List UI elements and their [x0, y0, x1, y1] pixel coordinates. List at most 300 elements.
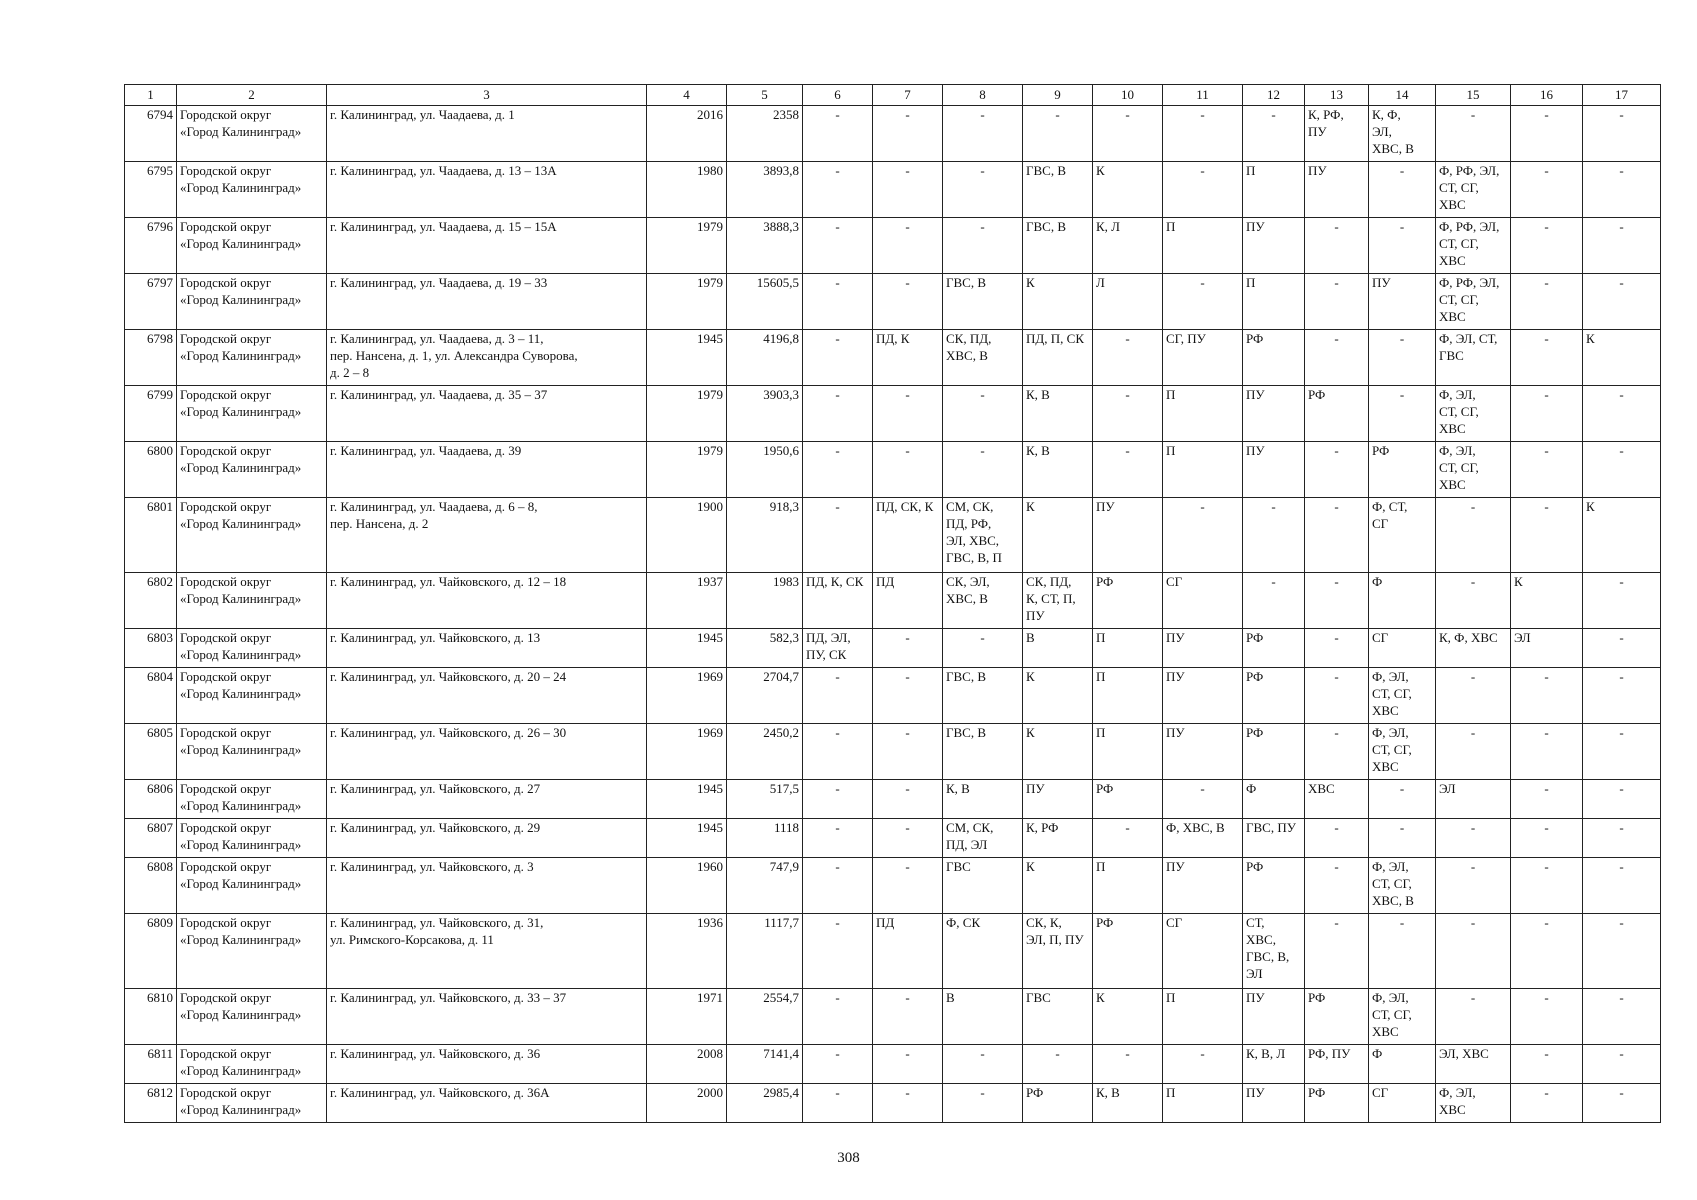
table-cell: - [803, 668, 873, 724]
table-cell: г. Калининград, ул. Чайковского, д. 33 – 37 [327, 989, 647, 1045]
table-cell: - [1511, 330, 1583, 386]
table-cell: Ф, ЭЛ, СТ, СГ, ХВС, В [1369, 858, 1436, 914]
table-cell: - [1305, 274, 1369, 330]
table-cell: РФ [1305, 1084, 1369, 1123]
table-cell: К, Ф, ЭЛ, ХВС, В [1369, 106, 1436, 162]
table-cell: 1945 [647, 330, 727, 386]
table-cell: - [1511, 106, 1583, 162]
table-cell: Ф, РФ, ЭЛ, СТ, СГ, ХВС [1436, 218, 1511, 274]
table-cell: - [873, 1045, 943, 1084]
column-header: 10 [1093, 85, 1163, 106]
table-cell: П [1093, 668, 1163, 724]
table-cell: - [1511, 780, 1583, 819]
table-cell: ГВС, В [1023, 218, 1093, 274]
table-cell: 6800 [125, 442, 177, 498]
table-cell: ПУ [1163, 629, 1243, 668]
table-cell: Городской округ «Город Калининград» [177, 330, 327, 386]
table-cell: - [1436, 914, 1511, 989]
table-cell: г. Калининград, ул. Чаадаева, д. 19 – 33 [327, 274, 647, 330]
table-cell: СК, К, ЭЛ, П, ПУ [1023, 914, 1093, 989]
table-cell: Городской округ «Город Калининград» [177, 780, 327, 819]
table-cell: 1118 [727, 819, 803, 858]
table-cell: г. Калининград, ул. Чайковского, д. 27 [327, 780, 647, 819]
table-row [125, 1045, 1661, 1084]
table-cell: г. Калининград, ул. Чаадаева, д. 13 – 13А [327, 162, 647, 218]
table-cell: 2554,7 [727, 989, 803, 1045]
table-cell: - [1243, 573, 1305, 629]
table-cell: - [1583, 218, 1661, 274]
table-cell: ПУ [1093, 498, 1163, 573]
table-cell: 6810 [125, 989, 177, 1045]
table-cell: СК, ПД, К, СТ, П, ПУ [1023, 573, 1093, 629]
table-cell: П [1163, 989, 1243, 1045]
table-cell: - [1511, 386, 1583, 442]
table-cell: 3888,3 [727, 218, 803, 274]
table-cell: ЭЛ [1511, 629, 1583, 668]
column-header: 15 [1436, 85, 1511, 106]
table-cell: 6799 [125, 386, 177, 442]
column-header: 16 [1511, 85, 1583, 106]
table-cell: РФ [1243, 668, 1305, 724]
table-cell: ГВС [1023, 989, 1093, 1045]
table-cell: ХВС [1305, 780, 1369, 819]
table-cell: 1969 [647, 724, 727, 780]
column-header: 3 [327, 85, 647, 106]
table-cell: РФ [1023, 1084, 1093, 1123]
table-cell: К, РФ, ПУ [1305, 106, 1369, 162]
table-cell: Ф, ЭЛ, СТ, СГ, ХВС [1436, 386, 1511, 442]
table-cell: 2358 [727, 106, 803, 162]
table-cell: СК, ПД, ХВС, В [943, 330, 1023, 386]
table-cell: ПД, СК, К [873, 498, 943, 573]
table-cell: - [1305, 819, 1369, 858]
table-cell: - [1583, 573, 1661, 629]
table-cell: Ф [1369, 1045, 1436, 1084]
table-cell: г. Калининград, ул. Чаадаева, д. 35 – 37 [327, 386, 647, 442]
table-cell: 1937 [647, 573, 727, 629]
table-cell: 517,5 [727, 780, 803, 819]
table-cell: - [1093, 442, 1163, 498]
table-cell: СГ [1369, 629, 1436, 668]
table-cell: П [1163, 1084, 1243, 1123]
table-cell: - [1511, 858, 1583, 914]
table-cell: РФ [1369, 442, 1436, 498]
table-cell: г. Калининград, ул. Чайковского, д. 36 [327, 1045, 647, 1084]
table-cell: ПУ [1243, 989, 1305, 1045]
table-cell: - [1511, 989, 1583, 1045]
table-cell: 6806 [125, 780, 177, 819]
table-cell: 6808 [125, 858, 177, 914]
table-cell: - [803, 1045, 873, 1084]
column-header: 1 [125, 85, 177, 106]
table-cell: Городской округ «Город Калининград» [177, 162, 327, 218]
table-cell: 6798 [125, 330, 177, 386]
table-cell: - [943, 629, 1023, 668]
table-cell: - [1583, 629, 1661, 668]
table-row [125, 1084, 1661, 1123]
table-cell: - [873, 106, 943, 162]
table-cell: - [1583, 819, 1661, 858]
table-cell: Ф, ЭЛ, СТ, СГ, ХВС [1369, 668, 1436, 724]
table-cell: 6801 [125, 498, 177, 573]
table-cell: 747,9 [727, 858, 803, 914]
table-cell: - [1511, 819, 1583, 858]
table-cell: Городской округ «Город Калининград» [177, 724, 327, 780]
table-cell: 6794 [125, 106, 177, 162]
table-cell: Ф, СК [943, 914, 1023, 989]
table-cell: г. Калининград, ул. Чаадаева, д. 1 [327, 106, 647, 162]
table-cell: Ф, ЭЛ, СТ, СГ, ХВС [1436, 442, 1511, 498]
table-cell: 2704,7 [727, 668, 803, 724]
table-cell: - [1583, 858, 1661, 914]
table-cell: - [1583, 780, 1661, 819]
table-cell: - [1305, 498, 1369, 573]
table-cell: - [873, 274, 943, 330]
table-cell: Городской округ «Город Калининград» [177, 629, 327, 668]
table-cell: - [1583, 274, 1661, 330]
table-cell: П [1243, 274, 1305, 330]
table-cell: СМ, СК, ПД, ЭЛ [943, 819, 1023, 858]
table-cell: - [1436, 668, 1511, 724]
table-cell: ГВС, В [943, 668, 1023, 724]
table-cell: ПУ [1305, 162, 1369, 218]
table-cell: СГ [1369, 1084, 1436, 1123]
table-cell: - [1023, 1045, 1093, 1084]
table-cell: К, В [1023, 442, 1093, 498]
table-cell: К, В [943, 780, 1023, 819]
table-cell: РФ [1093, 573, 1163, 629]
table-cell: 1950,6 [727, 442, 803, 498]
table-cell: К [1093, 162, 1163, 218]
table-cell: - [1163, 780, 1243, 819]
table-row [125, 573, 1661, 629]
table-row [125, 330, 1661, 386]
table-cell: 1945 [647, 819, 727, 858]
table-cell: - [1583, 1045, 1661, 1084]
table-cell: П [1093, 724, 1163, 780]
column-header: 14 [1369, 85, 1436, 106]
table-cell: РФ [1243, 330, 1305, 386]
table-cell: - [1511, 668, 1583, 724]
table-cell: г. Калининград, ул. Чайковского, д. 26 – 30 [327, 724, 647, 780]
table-cell: ПД, П, СК [1023, 330, 1093, 386]
table-cell: - [803, 1084, 873, 1123]
table-cell: - [1305, 858, 1369, 914]
table-cell: Ф, ЭЛ, СТ, СГ, ХВС [1369, 724, 1436, 780]
table-cell: 7141,4 [727, 1045, 803, 1084]
table-cell: РФ [1243, 858, 1305, 914]
table-cell: - [1305, 724, 1369, 780]
table-cell: К [1583, 498, 1661, 573]
table-cell: - [1163, 274, 1243, 330]
table-cell: РФ [1305, 989, 1369, 1045]
table-cell: Ф, ЭЛ, СТ, СГ, ХВС [1369, 989, 1436, 1045]
table-cell: ПУ [1243, 386, 1305, 442]
table-cell: В [943, 989, 1023, 1045]
table-cell: - [1583, 668, 1661, 724]
table-cell: РФ [1093, 780, 1163, 819]
table-cell: П [1243, 162, 1305, 218]
table-cell: - [803, 386, 873, 442]
table-cell: - [1163, 106, 1243, 162]
table-cell: Городской округ «Город Калининград» [177, 218, 327, 274]
table-cell: 3903,3 [727, 386, 803, 442]
table-cell: Городской округ «Город Калининград» [177, 106, 327, 162]
table-cell: - [1583, 724, 1661, 780]
table-row [125, 914, 1661, 989]
table-cell: - [1369, 819, 1436, 858]
table-row [125, 724, 1661, 780]
table-cell: 2000 [647, 1084, 727, 1123]
table-cell: ПУ [1369, 274, 1436, 330]
column-header: 17 [1583, 85, 1661, 106]
table-cell: - [1583, 1084, 1661, 1123]
table-cell: 6811 [125, 1045, 177, 1084]
table-cell: СГ [1163, 914, 1243, 989]
table-cell: ГВС, В [1023, 162, 1093, 218]
column-number-header [125, 85, 1661, 106]
table-cell: г. Калининград, ул. Чайковского, д. 31, ул. Римского-Корсакова, д. 11 [327, 914, 647, 989]
table-cell: - [1369, 780, 1436, 819]
table-cell: - [803, 819, 873, 858]
table-cell: 1983 [727, 573, 803, 629]
table-cell: - [1583, 386, 1661, 442]
table-cell: - [1436, 989, 1511, 1045]
table-cell: - [873, 1084, 943, 1123]
table-cell: г. Калининград, ул. Чайковского, д. 13 [327, 629, 647, 668]
table-cell: К [1023, 274, 1093, 330]
table-row [125, 858, 1661, 914]
table-cell: - [1163, 162, 1243, 218]
table-cell: - [1511, 914, 1583, 989]
table-cell: - [1305, 330, 1369, 386]
table-cell: РФ [1243, 724, 1305, 780]
table-cell: Городской округ «Город Калининград» [177, 573, 327, 629]
table-row [125, 386, 1661, 442]
table-cell: 1117,7 [727, 914, 803, 989]
table-cell: - [1436, 724, 1511, 780]
table-row [125, 629, 1661, 668]
table-cell: - [873, 386, 943, 442]
table-cell: РФ, ПУ [1305, 1045, 1369, 1084]
table-cell: Ф [1243, 780, 1305, 819]
table-cell: К, Ф, ХВС [1436, 629, 1511, 668]
table-cell: 1979 [647, 274, 727, 330]
table-cell: - [1305, 914, 1369, 989]
table-cell: ПУ [1163, 724, 1243, 780]
table-cell: 582,3 [727, 629, 803, 668]
table-cell: 6803 [125, 629, 177, 668]
table-cell: Ф, ХВС, В [1163, 819, 1243, 858]
table-body [125, 106, 1661, 1123]
table-cell: 1971 [647, 989, 727, 1045]
table-cell: ПУ [1163, 858, 1243, 914]
table-cell: - [1583, 989, 1661, 1045]
column-header: 11 [1163, 85, 1243, 106]
table-cell: г. Калининград, ул. Чайковского, д. 12 – 18 [327, 573, 647, 629]
table-cell: Городской округ «Город Калининград» [177, 386, 327, 442]
table-row [125, 106, 1661, 162]
table-cell: ПУ [1243, 1084, 1305, 1123]
table-cell: 15605,5 [727, 274, 803, 330]
table-row [125, 498, 1661, 573]
table-cell: П [1093, 629, 1163, 668]
table-cell: 6796 [125, 218, 177, 274]
table-cell: ГВС, ПУ [1243, 819, 1305, 858]
table-cell: - [873, 668, 943, 724]
table-cell: П [1163, 442, 1243, 498]
table-cell: Городской округ «Город Калининград» [177, 1045, 327, 1084]
table-cell: ГВС, В [943, 724, 1023, 780]
table-cell: - [943, 162, 1023, 218]
table-cell: 6802 [125, 573, 177, 629]
table-cell: г. Калининград, ул. Чаадаева, д. 15 – 15А [327, 218, 647, 274]
table-cell: г. Калининград, ул. Чаадаева, д. 3 – 11, пер. Нансена, д. 1, ул. Александра Суворова, д. 2 – 8 [327, 330, 647, 386]
table-cell: - [1511, 1084, 1583, 1123]
column-header: 13 [1305, 85, 1369, 106]
table-cell: - [943, 106, 1023, 162]
table-cell: К, РФ [1023, 819, 1093, 858]
table-cell: - [943, 442, 1023, 498]
column-header: 2 [177, 85, 327, 106]
table-cell: - [803, 442, 873, 498]
table-cell: 3893,8 [727, 162, 803, 218]
table-row [125, 668, 1661, 724]
table-cell: - [873, 162, 943, 218]
table-cell: - [1243, 106, 1305, 162]
table-cell: Городской округ «Город Калининград» [177, 819, 327, 858]
table-cell: Городской округ «Город Калининград» [177, 668, 327, 724]
table-cell: г. Калининград, ул. Чайковского, д. 3 [327, 858, 647, 914]
table-cell: ПУ [1243, 218, 1305, 274]
table-cell: - [1369, 330, 1436, 386]
table-cell: - [1511, 442, 1583, 498]
table-cell: - [943, 218, 1023, 274]
table-cell: - [1436, 819, 1511, 858]
table-cell: 6797 [125, 274, 177, 330]
table-cell: - [1583, 106, 1661, 162]
table-cell: СК, ЭЛ, ХВС, В [943, 573, 1023, 629]
table-cell: ГВС [943, 858, 1023, 914]
table-cell: Ф, СТ, СГ [1369, 498, 1436, 573]
table-cell: - [943, 386, 1023, 442]
table-cell: ПУ [1023, 780, 1093, 819]
table-cell: К [1023, 498, 1093, 573]
table-cell: - [1369, 162, 1436, 218]
table-cell: 2985,4 [727, 1084, 803, 1123]
table-cell: - [803, 106, 873, 162]
table-cell: 6804 [125, 668, 177, 724]
table-cell: 6805 [125, 724, 177, 780]
table-cell: - [1305, 629, 1369, 668]
table-cell: - [873, 780, 943, 819]
table-cell: 1980 [647, 162, 727, 218]
table-cell: - [1093, 819, 1163, 858]
table-cell: 1960 [647, 858, 727, 914]
table-cell: - [1093, 330, 1163, 386]
table-cell: - [1023, 106, 1093, 162]
table-cell: г. Калининград, ул. Чайковского, д. 29 [327, 819, 647, 858]
table-cell: 6795 [125, 162, 177, 218]
table-cell: К, В [1023, 386, 1093, 442]
table-row [125, 819, 1661, 858]
table-cell: - [943, 1045, 1023, 1084]
table-cell: г. Калининград, ул. Чайковского, д. 20 – 24 [327, 668, 647, 724]
table-cell: 6809 [125, 914, 177, 989]
table-cell: РФ [1093, 914, 1163, 989]
table-cell: В [1023, 629, 1093, 668]
table-cell: - [1369, 386, 1436, 442]
page-number: 308 [837, 1150, 860, 1166]
table-row [125, 162, 1661, 218]
table-cell: - [803, 989, 873, 1045]
table-cell: Городской округ «Город Калининград» [177, 989, 327, 1045]
table-cell: - [1436, 498, 1511, 573]
table-cell: К, В, Л [1243, 1045, 1305, 1084]
table-cell: 1945 [647, 629, 727, 668]
table-cell: - [1583, 914, 1661, 989]
register-table [124, 84, 1661, 1123]
column-header: 12 [1243, 85, 1305, 106]
table-cell: - [803, 330, 873, 386]
table-row [125, 274, 1661, 330]
table-cell: г. Калининград, ул. Чайковского, д. 36А [327, 1084, 647, 1123]
table-cell: - [1583, 442, 1661, 498]
column-header: 7 [873, 85, 943, 106]
table-cell: - [1369, 914, 1436, 989]
table-cell: 6812 [125, 1084, 177, 1123]
table-cell: - [803, 498, 873, 573]
table-cell: 6807 [125, 819, 177, 858]
table-cell: ПД, К, СК [803, 573, 873, 629]
table-cell: - [1436, 573, 1511, 629]
table-cell: - [1369, 218, 1436, 274]
table-cell: 1900 [647, 498, 727, 573]
table-cell: ЭЛ [1436, 780, 1511, 819]
table-cell: К [1023, 668, 1093, 724]
table-cell: 1979 [647, 218, 727, 274]
table-cell: К [1583, 330, 1661, 386]
table-cell: - [1436, 858, 1511, 914]
table-cell: - [873, 218, 943, 274]
table-cell: - [873, 629, 943, 668]
table-cell: г. Калининград, ул. Чаадаева, д. 39 [327, 442, 647, 498]
table-cell: - [1243, 498, 1305, 573]
table-cell: - [803, 162, 873, 218]
table-cell: 918,3 [727, 498, 803, 573]
table-cell: К, В [1093, 1084, 1163, 1123]
table-cell: Ф, ЭЛ, СТ, ГВС [1436, 330, 1511, 386]
table-cell: Городской округ «Город Калининград» [177, 858, 327, 914]
table-cell: - [1436, 106, 1511, 162]
table-cell: ПД [873, 573, 943, 629]
table-row [125, 780, 1661, 819]
table-cell: - [1305, 668, 1369, 724]
table-cell: - [943, 1084, 1023, 1123]
table-cell: СМ, СК, ПД, РФ, ЭЛ, ХВС, ГВС, В, П [943, 498, 1023, 573]
table-cell: - [1305, 442, 1369, 498]
table-cell: Городской округ «Город Калининград» [177, 498, 327, 573]
table-cell: СТ, ХВС, ГВС, В, ЭЛ [1243, 914, 1305, 989]
table-cell: Городской округ «Город Калининград» [177, 1084, 327, 1123]
table-cell: Городской округ «Город Калининград» [177, 274, 327, 330]
table-cell: РФ [1243, 629, 1305, 668]
table-cell: - [873, 989, 943, 1045]
table-row [125, 442, 1661, 498]
table-cell: СГ [1163, 573, 1243, 629]
table-cell: - [803, 274, 873, 330]
table-cell: - [1093, 1045, 1163, 1084]
